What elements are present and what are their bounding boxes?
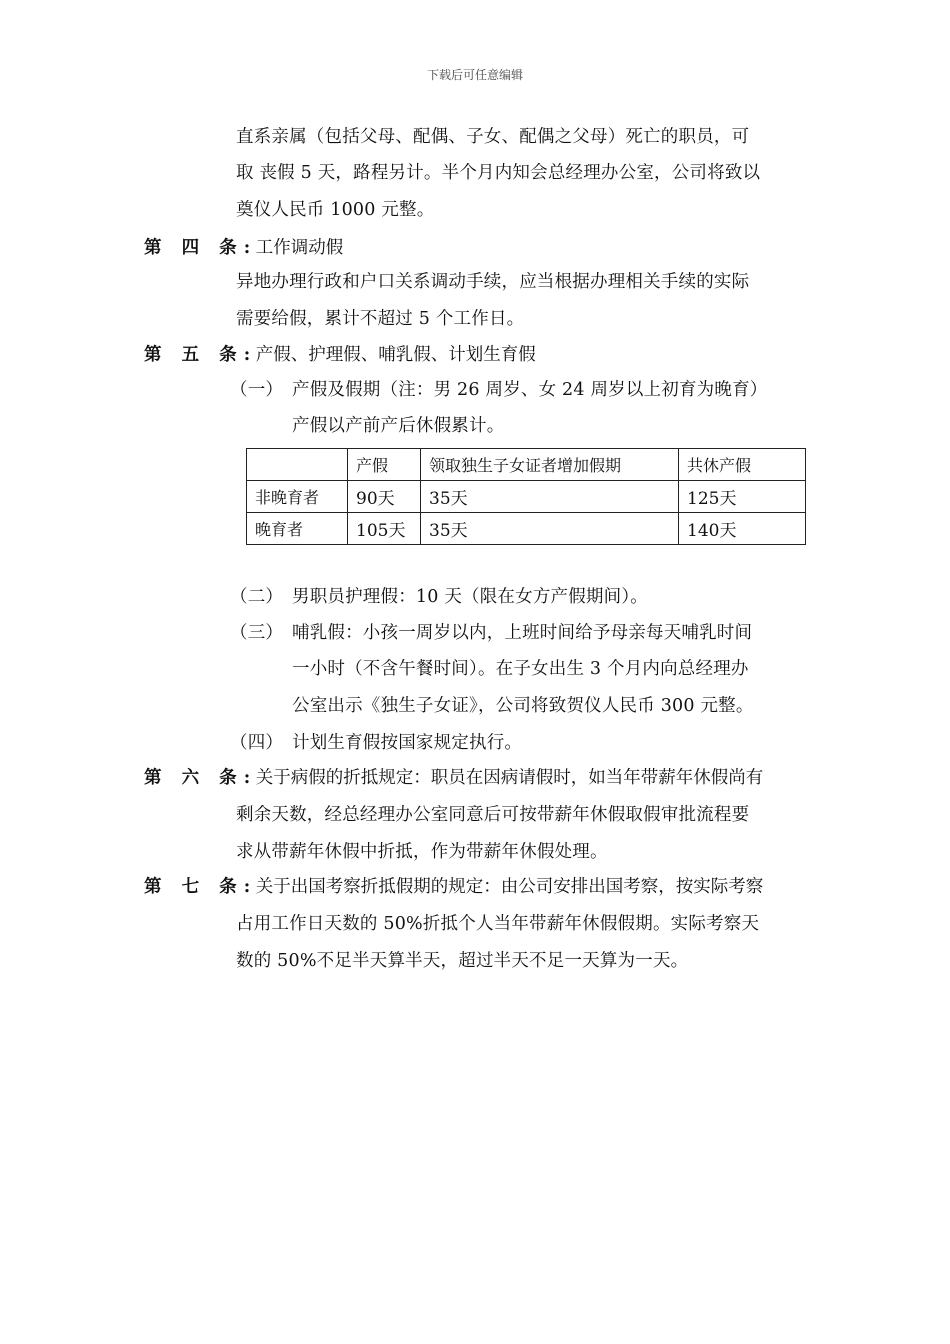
item-line: 计划生育假按国家规定执行。 [292,733,523,753]
paragraph-line: 数的 50%不足半天算半天，超过半天不足一天算为一天。 [236,951,689,971]
table-cell: 35天 [421,513,679,545]
article-7-heading [144,875,763,899]
paragraph-line: 奠仪人民币 1000 元整。 [236,200,435,220]
paragraph-line: 求从带薪年休假中折抵，作为带薪年休假处理。 [236,842,608,862]
page-header: 下载后可任意编辑 [426,68,523,82]
table-row [247,481,806,513]
table-header-row [247,449,806,481]
article-colon: : [243,768,251,788]
paragraph-line: 占用工作日天数的 50%折抵个人当年带薪年休假假期。实际考察天 [236,914,760,934]
item-line: 哺乳假：小孩一周岁以内，上班时间给予母亲每天哺乳时间 [292,623,753,643]
article-label: 第 七 条 [144,877,244,897]
article-text: 关于出国考察折抵假期的规定：由公司安排出国考察，按实际考察 [250,877,764,897]
table-header-cell: 领取独生子女证者增加假期 [421,449,679,481]
item-line: 一小时（不含午餐时间）。在子女出生 3 个月内向总经理办 [292,659,749,679]
table-cell: 非晚育者 [247,481,348,513]
table-cell: 晚育者 [247,513,348,545]
article-label: 第 四 条 [144,238,244,258]
article-5-heading [144,343,536,367]
table-header-cell: 共休产假 [679,449,806,481]
article-label: 第 六 条 [144,768,244,788]
paragraph-line: 取 丧假 5 天，路程另计。半个月内知会总经理办公室，公司将致以 [236,163,761,183]
article-colon: : [243,238,251,258]
table-header-cell [247,449,348,481]
table-cell: 105天 [348,513,421,545]
item-number: （一） [230,380,284,400]
item-line: 产假以产前产后休假累计。 [292,416,505,436]
article-colon: : [243,877,251,897]
item-line: 男职员护理假：10 天（限在女方产假期间）。 [292,587,648,607]
table-cell: 125天 [679,481,806,513]
article-4-heading [144,236,343,260]
table-cell: 90天 [348,481,421,513]
article-colon: : [243,345,251,365]
article-title: 产假、护理假、哺乳假、计划生育假 [250,345,536,365]
item-number: （四） [230,733,284,753]
item-number: （二） [230,587,284,607]
paragraph-line: 剩余天数，经总经理办公室同意后可按带薪年休假取假审批流程要 [236,805,750,825]
table-cell: 35天 [421,481,679,513]
item-line: 公室出示《独生子女证》，公司将致贺仪人民币 300 元整。 [292,696,754,716]
paragraph-line: 异地办理行政和户口关系调动手续，应当根据办理相关手续的实际 [236,272,750,292]
item-line: 产假及假期（注：男 26 周岁、女 24 周岁以上初育为晚育） [292,380,768,400]
paragraph-line: 直系亲属（包括父母、配偶、子女、配偶之父母）死亡的职员，可 [236,127,750,147]
article-label: 第 五 条 [144,345,244,365]
maternity-leave-table [246,448,806,545]
article-6-heading [144,766,763,790]
article-text: 关于病假的折抵规定：职员在因病请假时，如当年带薪年休假尚有 [250,768,764,788]
table-row [247,513,806,545]
paragraph-line: 需要给假，累计不超过 5 个工作日。 [236,309,525,329]
table-cell: 140天 [679,513,806,545]
article-title: 工作调动假 [250,238,344,258]
table-header-cell: 产假 [348,449,421,481]
item-number: （三） [230,623,284,643]
